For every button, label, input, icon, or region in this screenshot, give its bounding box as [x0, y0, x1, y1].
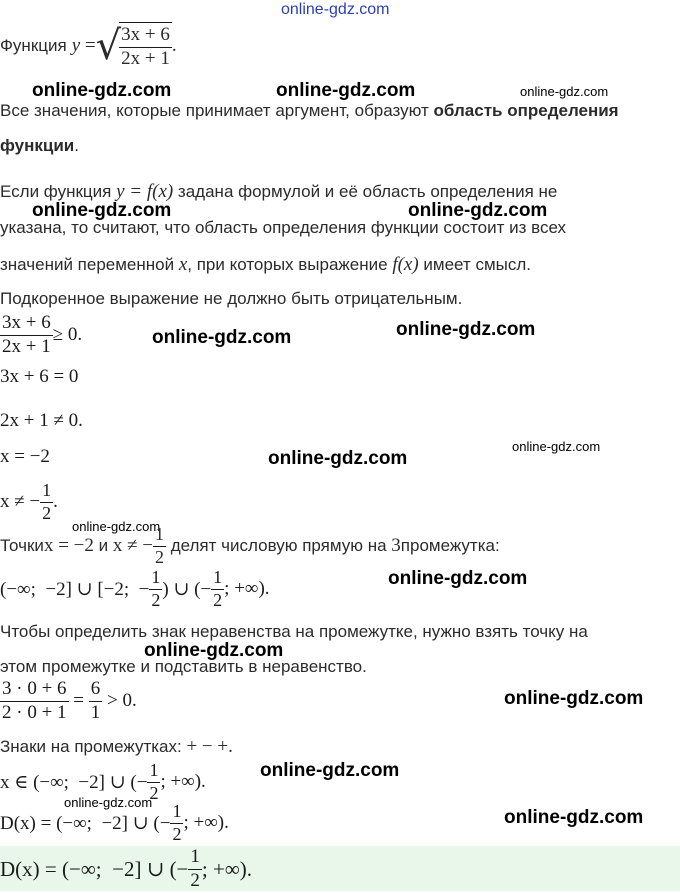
- dx2-d: 2: [190, 869, 200, 891]
- inequality-1: [0, 312, 82, 359]
- function-definition: [0, 22, 177, 71]
- watermark: online-gdz.com: [72, 519, 161, 534]
- signs-line: [0, 736, 233, 758]
- watermark: online-gdz.com: [144, 640, 284, 661]
- points-line: [0, 524, 500, 568]
- dx2-n: 1: [188, 846, 202, 870]
- intervals-n2: 1: [211, 567, 224, 590]
- equation-4: [0, 480, 58, 524]
- watermark: online-gdz.com: [268, 448, 408, 469]
- sqrt-symbol: √: [95, 23, 122, 70]
- watermark: online-gdz.com: [64, 795, 153, 810]
- fraction-denominator: 2x + 1: [121, 47, 170, 69]
- eq4-end: .: [53, 491, 58, 513]
- watermark: online-gdz.com: [512, 439, 601, 454]
- watermark: online-gdz.com: [504, 807, 644, 828]
- function-prefix: Функция: [0, 36, 67, 56]
- watermark-top: online-gdz.com: [281, 1, 390, 18]
- equation-1: 3x + 6 = 0: [0, 366, 79, 387]
- intervals-d1: 2: [151, 589, 161, 610]
- calc-eq: =: [68, 690, 89, 712]
- calc-line: [0, 678, 137, 725]
- radicand-text: Подкоренное выражение не должно быть отрицательным.: [0, 289, 463, 308]
- domain-text: Все значения, которые принимает аргумент, образуют: [0, 101, 434, 120]
- eq4-left: x ≠ −: [0, 491, 41, 513]
- domain-answer: [0, 846, 252, 893]
- xin-b: ; +∞).: [160, 771, 206, 793]
- sign-text-2: этом промежутке и подставить в неравенство.: [0, 657, 367, 676]
- xin-d: 2: [149, 782, 159, 803]
- watermark: online-gdz.com: [408, 200, 548, 221]
- intervals-n1: 1: [149, 567, 162, 590]
- points-math-2: x ≠ −: [112, 535, 153, 557]
- if-math-1: y = f(x): [116, 181, 174, 202]
- calc-rest: > 0.: [102, 690, 137, 712]
- if-paragraph-line2: указана, то считают, что область определения функции состоит из всех: [0, 218, 567, 237]
- signs-math: + − +.: [186, 736, 233, 757]
- watermark: online-gdz.com: [276, 80, 416, 101]
- dx1-b: ; +∞).: [183, 812, 229, 834]
- ineq-denominator: 2x + 1: [2, 335, 51, 357]
- xin-n: 1: [147, 760, 160, 783]
- intervals-line: [0, 567, 270, 611]
- if-text-6: имеет смысл.: [418, 255, 531, 274]
- watermark: online-gdz.com: [520, 84, 609, 99]
- function-end: .: [171, 35, 177, 57]
- points-math-3: 3: [391, 535, 401, 557]
- if-math-2: x: [178, 254, 188, 275]
- calc-den2: 1: [90, 701, 101, 723]
- domain-end: .: [74, 136, 79, 155]
- dx2-b: ; +∞).: [201, 856, 253, 881]
- if-paragraph-line3: [0, 254, 531, 276]
- points-text-1: Точки: [0, 536, 44, 556]
- domain-paragraph-line2: [0, 136, 79, 156]
- dx1-d: 2: [172, 823, 182, 844]
- sign-text-1: Чтобы определить знак неравенства на промежутке, нужно взять точку на: [0, 622, 588, 641]
- domain-paragraph-line1: [0, 101, 619, 121]
- points-text-4: промежутка:: [400, 536, 500, 556]
- intervals-a: (−∞; −2] ∪ [−2; −: [0, 578, 150, 600]
- signs-text: Знаки на промежутках:: [0, 737, 187, 756]
- equation-3: x = −2: [0, 446, 50, 467]
- points-den: 2: [154, 546, 164, 567]
- points-math-1: x = −2: [43, 535, 94, 557]
- dx1-n: 1: [170, 801, 183, 824]
- if-text-1: Если функция: [0, 182, 117, 201]
- calc-num: 3 · 0 + 6: [0, 678, 69, 702]
- domain-term: область определения: [433, 101, 619, 120]
- intervals-b: ) ∪ (−: [162, 578, 212, 600]
- if-text-5: , при которых выражение: [187, 255, 393, 274]
- fraction-numerator: 3x + 6: [119, 24, 172, 48]
- function-eq: =: [80, 35, 96, 57]
- watermark: online-gdz.com: [396, 319, 536, 340]
- watermark: online-gdz.com: [32, 200, 172, 221]
- domain-result-1: [0, 801, 229, 845]
- ineq-rest: ≥ 0.: [52, 324, 83, 346]
- if-math-3: f(x): [392, 254, 419, 275]
- watermark: online-gdz.com: [32, 80, 172, 101]
- equation-2: 2x + 1 ≠ 0.: [0, 410, 83, 431]
- function-var: y: [71, 35, 81, 57]
- domain-term-2: функции: [0, 136, 75, 155]
- points-num: 1: [153, 524, 166, 547]
- watermark: online-gdz.com: [260, 760, 400, 781]
- eq4-num: 1: [40, 480, 53, 503]
- xin-a: x ∈ (−∞; −2] ∪ (−: [0, 771, 148, 793]
- calc-num2: 6: [89, 678, 103, 702]
- points-text-2: и: [93, 536, 113, 556]
- dx1-a: D(x) = (−∞; −2] ∪ (−: [0, 812, 171, 834]
- watermark: online-gdz.com: [504, 688, 644, 709]
- watermark: online-gdz.com: [388, 568, 528, 589]
- watermark: online-gdz.com: [152, 327, 292, 348]
- eq4-den: 2: [42, 502, 52, 523]
- calc-den: 2 · 0 + 1: [2, 701, 67, 723]
- ineq-numerator: 3x + 6: [0, 312, 53, 336]
- intervals-d2: 2: [213, 589, 223, 610]
- if-text-2: задана формулой и её область определения не: [173, 182, 558, 201]
- function-fraction: [119, 24, 172, 71]
- intervals-c: ; +∞).: [224, 578, 270, 600]
- points-text-3: делят числовую прямую на: [165, 536, 392, 556]
- dx2-a: D(x) = (−∞; −2] ∪ (−: [0, 856, 189, 881]
- if-text-4: значений переменной: [0, 255, 179, 274]
